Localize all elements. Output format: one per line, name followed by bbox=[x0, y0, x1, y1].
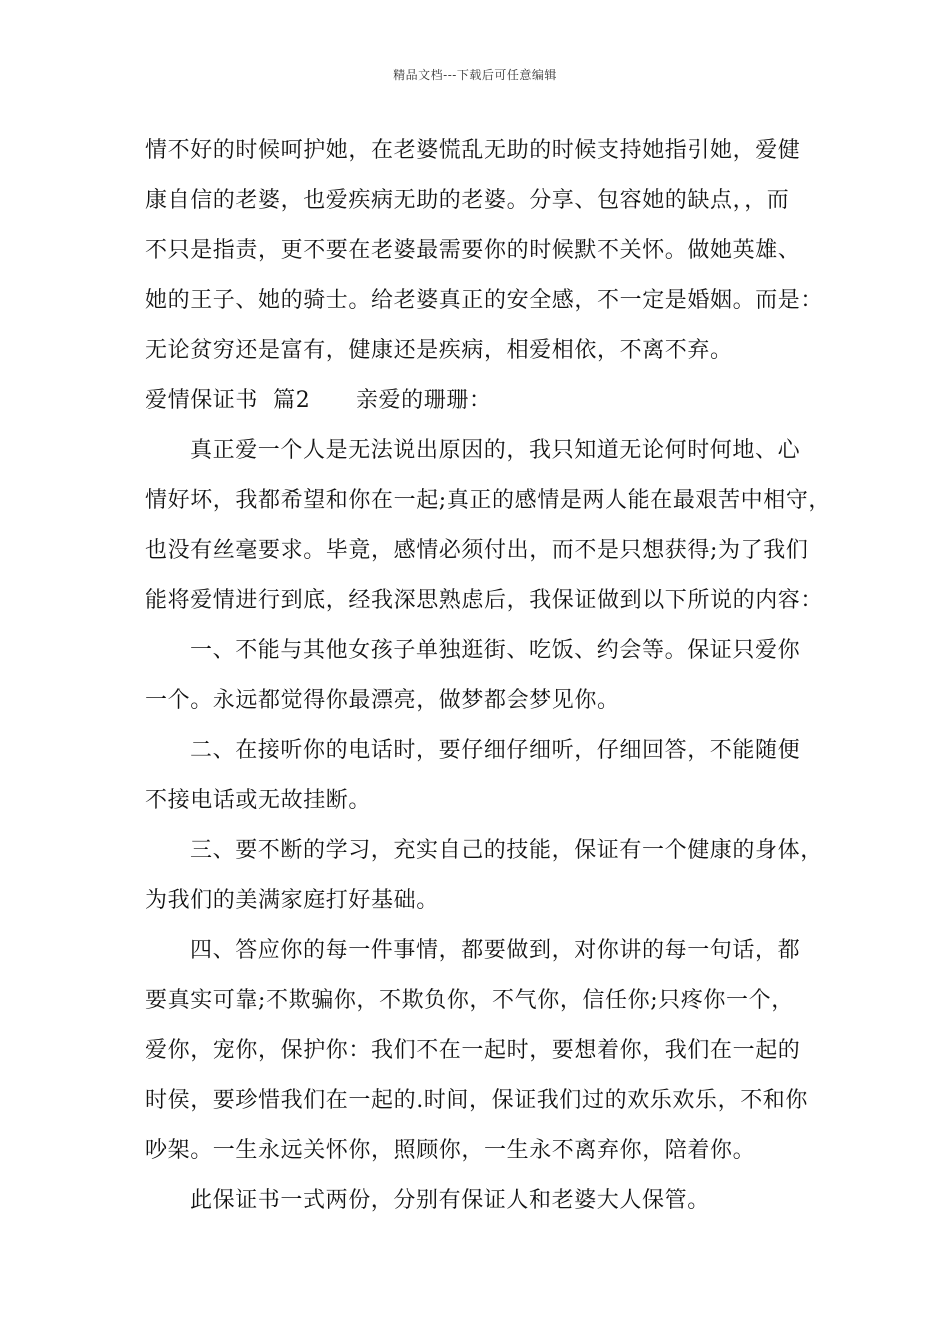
body-line: 二、在接听你的电话时，要仔细仔细听，仔细回答，不能随便 bbox=[190, 738, 801, 763]
body-line: 康自信的老婆，也爱疾病无助的老婆。分享、包容她的缺点，，而 bbox=[145, 188, 790, 213]
body-line: 三、要不断的学习，充实自己的技能，保证有一个健康的身体， bbox=[190, 838, 823, 863]
body-line: 一、不能与其他女孩子单独逛街、吃饭、约会等。保证只爱你 bbox=[190, 638, 801, 663]
body-line: 情好坏，我都希望和你在一起;真正的感情是两人能在最艰苦中相守， bbox=[145, 488, 832, 513]
body-line: 时侯，要珍惜我们在一起的.时间，保证我们过的欢乐欢乐，不和你 bbox=[145, 1088, 808, 1113]
body-line: 不只是指责，更不要在老婆最需要你的时候默不关怀。做她英雄、 bbox=[145, 238, 801, 263]
body-line: 四、答应你的每一件事情，都要做到，对你讲的每一句话，都 bbox=[190, 938, 801, 963]
body-line: 无论贫穷还是富有，健康还是疾病，相爱相依，不离不弃。 bbox=[145, 338, 733, 363]
body-line: 为我们的美满家庭打好基础。 bbox=[145, 888, 439, 913]
body-line: 情不好的时候呵护她，在老婆慌乱无助的时候支持她指引她，爱健 bbox=[145, 138, 801, 163]
page-header: 精品文档---下载后可任意编辑 bbox=[393, 68, 557, 82]
body-line: 真正爱一个人是无法说出原因的，我只知道无论何时何地、心 bbox=[190, 438, 801, 463]
body-line: 她的王子、她的骑士。给老婆真正的安全感，不一定是婚姻。而是： bbox=[145, 288, 824, 313]
body-line: 此保证书一式两份，分别有保证人和老婆大人保管。 bbox=[190, 1188, 710, 1213]
body-line: 不接电话或无故挂断。 bbox=[145, 788, 372, 813]
section-heading: 爱情保证书 篇2 亲爱的珊珊： bbox=[145, 388, 492, 413]
body-line: 爱你，宠你，保护你：我们不在一起时，要想着你，我们在一起的 bbox=[145, 1038, 801, 1063]
body-line: 要真实可靠;不欺骗你，不欺负你，不气你，信任你;只疼你一个， bbox=[145, 988, 794, 1013]
body-line: 吵架。一生永远关怀你，照顾你，一生永不离弃你，陪着你。 bbox=[145, 1138, 756, 1163]
body-line: 一个。永远都觉得你最漂亮，做梦都会梦见你。 bbox=[145, 688, 620, 713]
body-line: 能将爱情进行到底，经我深思熟虑后，我保证做到以下所说的内容： bbox=[145, 588, 824, 613]
body-line: 也没有丝毫要求。毕竟，感情必须付出，而不是只想获得;为了我们 bbox=[145, 538, 809, 563]
